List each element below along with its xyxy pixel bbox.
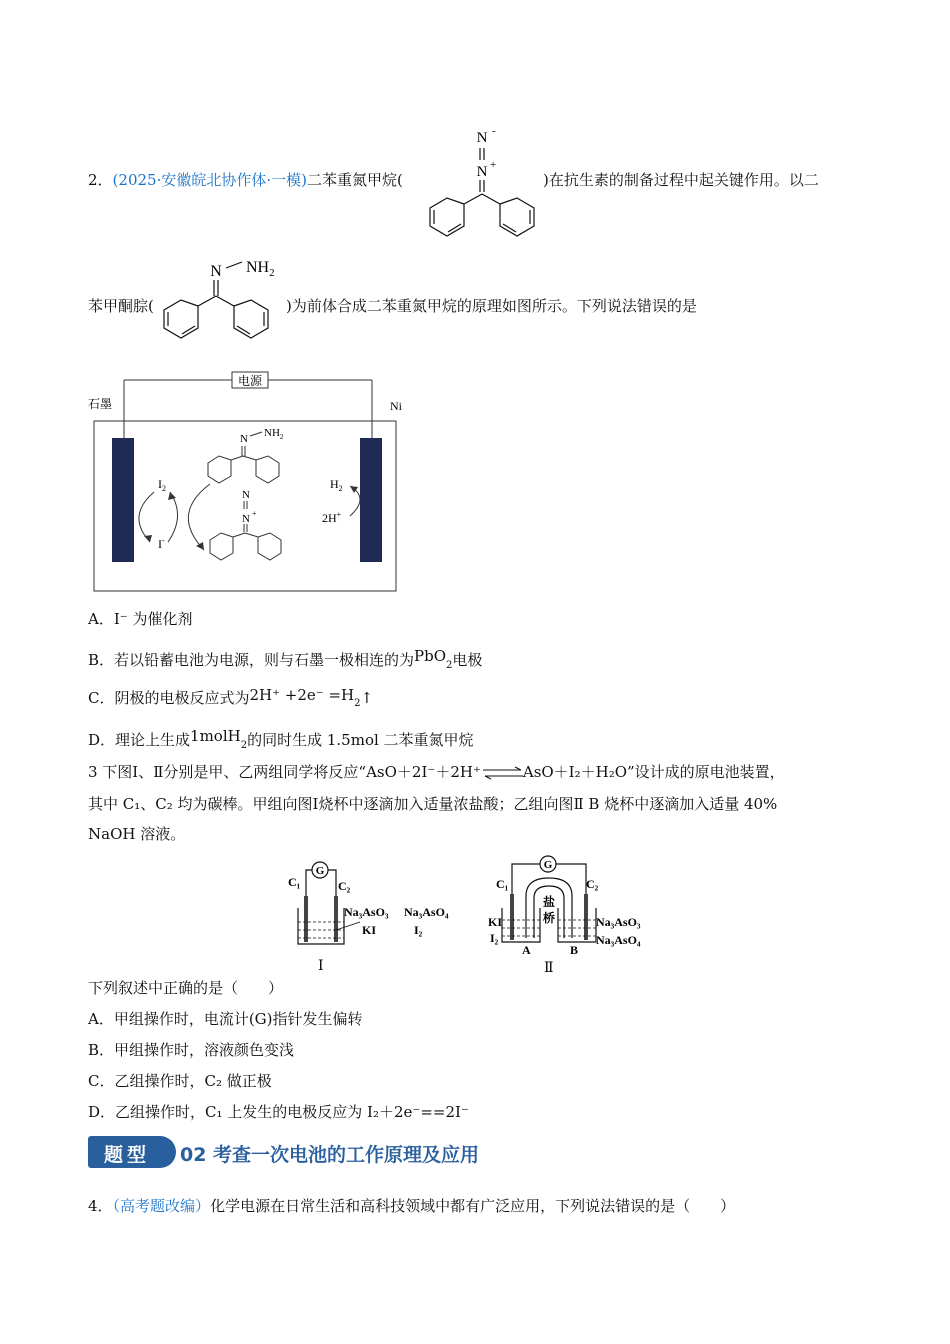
salt-bridge-label-2: 桥 <box>542 911 556 925</box>
fig1-label: Ⅰ <box>318 959 324 974</box>
nickel-label: Ni <box>390 399 402 413</box>
iodide-label: I- <box>158 536 165 551</box>
section-banner <box>88 1134 868 1170</box>
q3-option-a: A．甲组操作时，电流计(G)指针发生偏转 <box>88 1010 363 1028</box>
fig1-galvanometer: G <box>315 865 325 877</box>
q2-number: 2． <box>88 171 113 189</box>
q3-option-d: D．乙组操作时，C₁ 上发生的电极反应为 I₂＋2e⁻==2I⁻ <box>88 1103 469 1121</box>
fig1-i2: I₂ <box>414 923 423 937</box>
q3-line2: 其中 C₁、C₂ 均为碳棒。甲组向图Ⅰ烧杯中逐滴加入适量浓盐酸；乙组向图Ⅱ B 烧杯中逐滴加入适量 40% <box>88 795 778 813</box>
fig2-na3aso4: Na₃AsO₄ <box>596 933 641 947</box>
diphenyldiazomethane-structure <box>420 122 545 240</box>
q2-text3: 苯甲酮腙( <box>88 297 154 315</box>
mol1-n2: N <box>476 164 488 180</box>
fig2-label: Ⅱ <box>544 961 554 976</box>
cell-hydrazone-nh2: $NH_2$ <box>264 427 284 441</box>
cell-diazo-plus: + <box>252 509 257 518</box>
mol2-nh2: $NH_2$ <box>246 259 275 279</box>
q4-line <box>88 1196 735 1216</box>
fig1-c1: C₁ <box>288 875 301 889</box>
q2-text1: 二苯重氮甲烷( <box>306 171 403 189</box>
power-source-label: 电源 <box>237 374 263 388</box>
fig2-i2: I₂ <box>490 931 499 945</box>
q4-source: （高考题改编） <box>112 1197 211 1215</box>
nickel-electrode <box>360 438 382 562</box>
q2-text4: )为前体合成二苯重氮甲烷的原理如图所示。下列说法错误的是 <box>286 297 697 315</box>
fig2-na3aso3: Na₃AsO₃ <box>596 915 641 929</box>
q2-text2: )在抗生素的制备过程中起关键作用。以二 <box>543 171 819 189</box>
mol1-minus: - <box>492 125 496 137</box>
q3-option-b: B．甲组操作时，溶液颜色变浅 <box>88 1041 295 1059</box>
q2-option-d: D．理论上生成1molH$_2$的同时生成 1.5mol 二苯重氮甲烷 <box>88 727 474 751</box>
cell-hydrazone-n: N <box>240 433 248 445</box>
fig2-ki: KI <box>488 915 503 929</box>
q2-line1 <box>88 170 403 190</box>
fig2-galvanometer: G <box>543 859 553 871</box>
fig1-na3aso4: Na₃AsO₄ <box>404 905 449 919</box>
hplus-label: 2H+ <box>322 510 342 525</box>
fig1-c2: C₂ <box>338 879 351 893</box>
q2-option-c: C．阴极的电极反应式为$2H^+ +2e^- =H_2↑$ <box>88 686 374 709</box>
graphite-electrode <box>112 438 134 562</box>
fig2-beaker-a: A <box>522 943 531 957</box>
fig2-c1: C₁ <box>496 877 509 891</box>
salt-bridge-label-1: 盐 <box>542 895 556 909</box>
equilibrium-arrow <box>481 766 523 780</box>
graphite-label: 石墨 <box>88 397 113 411</box>
fig1-ki: KI <box>362 923 377 937</box>
fig2-beaker-b: B <box>570 943 579 957</box>
q2-option-a: A．I⁻ 为催化剂 <box>88 610 193 628</box>
mol1-plus: + <box>490 159 497 171</box>
q3-line1: 3 下图Ⅰ、Ⅱ分别是甲、乙两组同学将反应“AsO＋2I⁻＋2H⁺ AsO＋I₂＋H₂O”设计成的原电池装置， <box>88 763 785 781</box>
q3-option-c: C．乙组操作时，C₂ 做正极 <box>88 1072 272 1090</box>
section-tag-text: 题型 <box>103 1144 150 1166</box>
fig2-c2: C₂ <box>586 877 599 891</box>
benzophenone-hydrazone-structure <box>158 254 288 354</box>
h2-label: $H_2$ <box>330 477 343 493</box>
q3-prompt: 下列叙述中正确的是（ ） <box>88 979 284 997</box>
q2-source: (2025·安徽皖北协作体·一模) <box>112 171 307 189</box>
q3-line3: NaOH 溶液。 <box>88 825 186 843</box>
q4-number: 4． <box>88 1197 113 1215</box>
mol2-n: N <box>210 263 222 280</box>
i2-label: $I_2$ <box>158 477 166 493</box>
electrolysis-apparatus-diagram <box>86 366 406 596</box>
section-title: 02 考查一次电池的工作原理及应用 <box>180 1144 480 1166</box>
mol1-n1: N <box>476 130 488 146</box>
cell-diazo-n1: N <box>242 489 250 501</box>
fig1-na3aso3: Na₃AsO₃ <box>344 905 389 919</box>
galvanic-cell-figure-2 <box>486 852 666 976</box>
section-tag-badge <box>88 1136 176 1168</box>
q4-text: 化学电源在日常生活和高科技领域中都有广泛应用，下列说法错误的是（ ） <box>210 1197 736 1215</box>
q2-option-b: B．若以铅蓄电池为电源，则与石墨一极相连的为PbO$_2$电极 <box>88 647 483 671</box>
cell-diazo-n2: N <box>242 513 250 525</box>
galvanic-cell-figure-1 <box>286 856 466 974</box>
